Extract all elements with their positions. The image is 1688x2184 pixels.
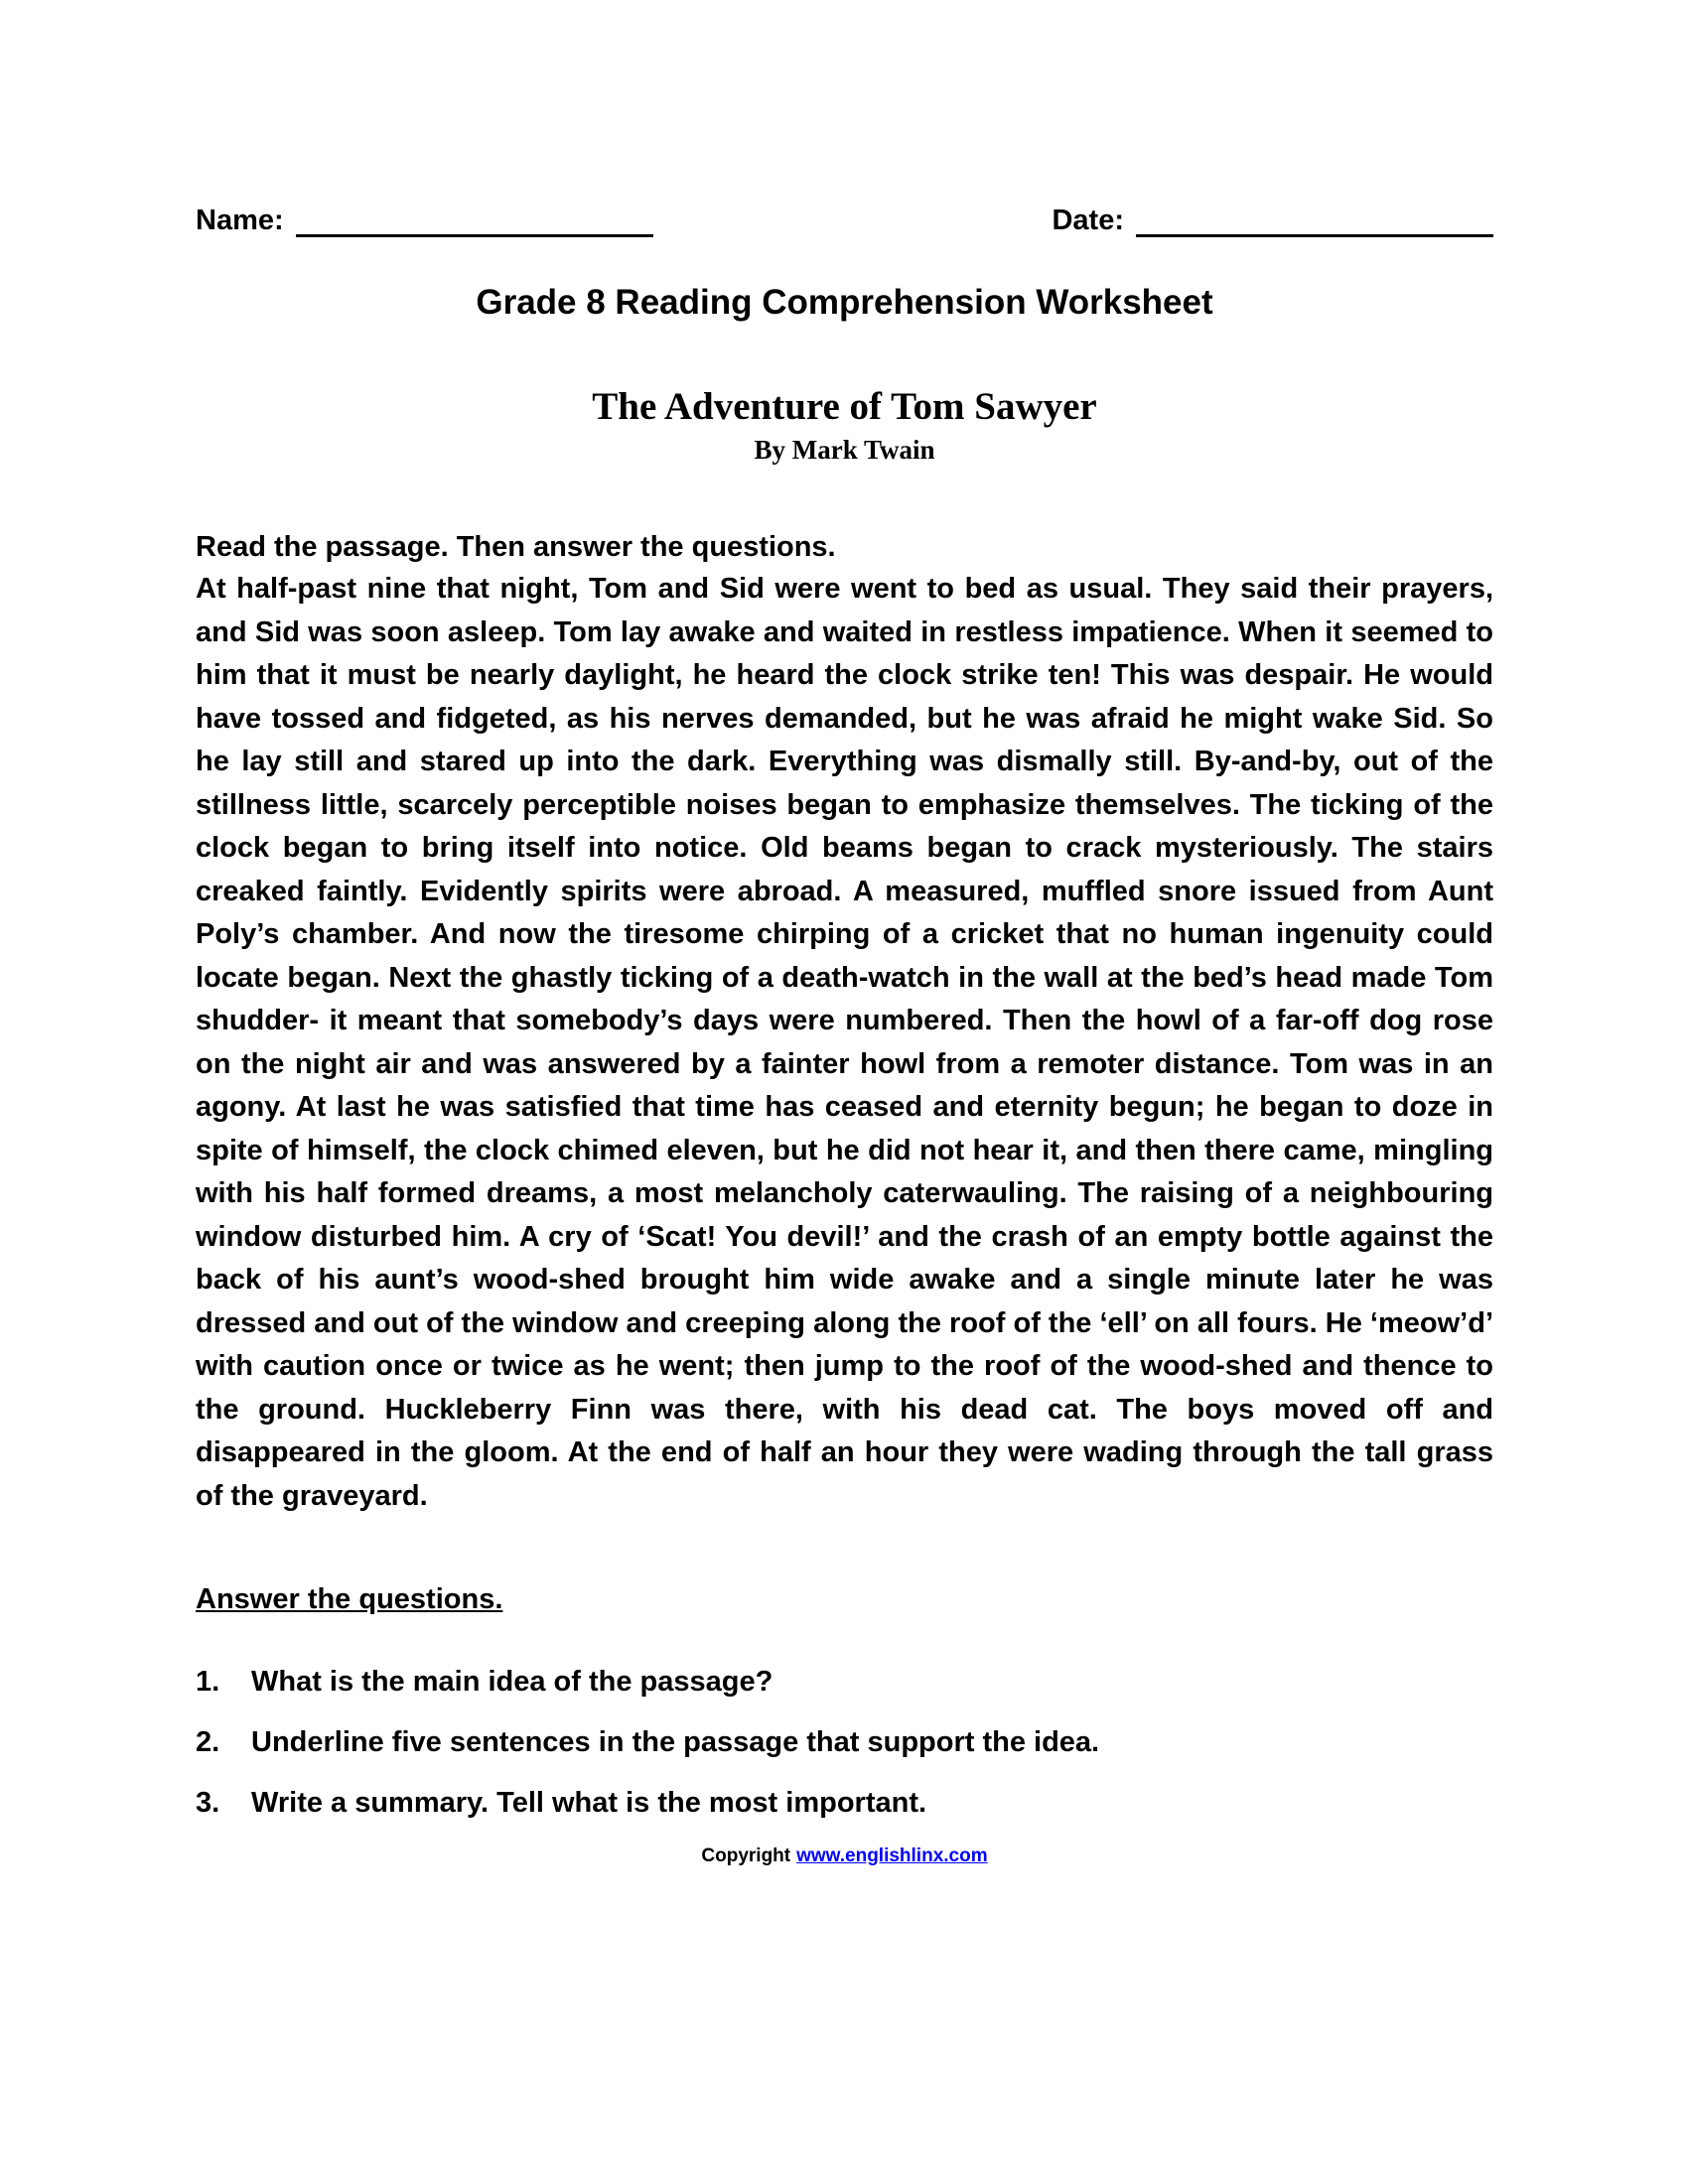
question-number: 1.: [196, 1666, 220, 1698]
passage-title: The Adventure of Tom Sawyer: [592, 385, 1097, 428]
question-item: [196, 1785, 1493, 1821]
question-list: [196, 1664, 1493, 1821]
copyright-link[interactable]: www.englishlinx.com: [796, 1845, 988, 1866]
question-item: [196, 1664, 1493, 1700]
date-blank-line[interactable]: [1136, 204, 1493, 237]
name-field-group: [196, 204, 653, 237]
name-label: Name:: [196, 205, 284, 236]
question-text: What is the main idea of the passage?: [251, 1666, 774, 1698]
date-field-group: [1052, 204, 1493, 237]
question-number: 3.: [196, 1787, 220, 1819]
name-blank-line[interactable]: [296, 204, 653, 237]
passage-byline: By Mark Twain: [754, 435, 935, 465]
copyright-line: [196, 1845, 1493, 1867]
worksheet-heading: Grade 8 Reading Comprehension Worksheet: [476, 283, 1213, 322]
date-label: Date:: [1052, 205, 1124, 236]
passage-text: At half-past nine that night, Tom and Sid were went to bed as usual. They said their prayers, and Sid was soon asleep. Tom lay awake and waited in restless impatience. When it seemed to him that it must be nearly daylight, he heard the clock strike ten! This was despair. He would have tossed and fidgeted, as his nerves demanded, but he was afraid he might wake Sid. So he lay still and stared up into the dark. Everything was dismally still. By-and-by, out of the stillness little, scarcely perceptible noises began to emphasize themselves. The ticking of the clock began to bring itself into notice. Old beams began to crack mysteriously. The stairs creaked faintly. Evidently spirits were abroad. A measured, muffled snore issued from Aunt Poly’s chamber. And now the tiresome chirping of a cricket that no human ingenuity could locate began. Next the ghastly ticking of a death-watch in the wall at the bed’s head made Tom shudder- it meant that somebody’s days were numbered. Then the howl of a far-off dog rose on the night air and was answered by a fainter howl from a remoter distance. Tom was in an agony. At last he was satisfied that time has ceased and eternity begun; he began to doze in spite of himself, the clock chimed eleven, but he did not hear it, and then there came, mingling with his half formed dreams, a most melancholy caterwauling. The raising of a neighbouring window disturbed him. A cry of ‘Scat! You devil!’ and the crash of an empty bottle against the back of his aunt’s wood-shed brought him wide awake and a single minute later he was dressed and out of the window and creeping along the roof of the ‘ell’ on all fours. He ‘meow’d’ with caution once or twice as he went; then jump to the roof of the wood-shed and thence to the ground. Huckleberry Finn was there, with his dead cat. The boys moved off and disappeared in the gloom. At the end of half an hour they were wading through the tall grass of the graveyard.: [196, 573, 1493, 1512]
passage-instructions: Read the passage. Then answer the questions.: [196, 531, 836, 563]
copyright-label: Copyright: [701, 1845, 791, 1866]
question-number: 2.: [196, 1726, 220, 1758]
answer-questions-heading: Answer the questions.: [196, 1583, 503, 1615]
question-text: Write a summary. Tell what is the most important.: [251, 1787, 927, 1819]
name-date-row: [196, 204, 1493, 237]
question-text: Underline five sentences in the passage that support the idea.: [251, 1726, 1100, 1758]
question-item: [196, 1724, 1493, 1760]
